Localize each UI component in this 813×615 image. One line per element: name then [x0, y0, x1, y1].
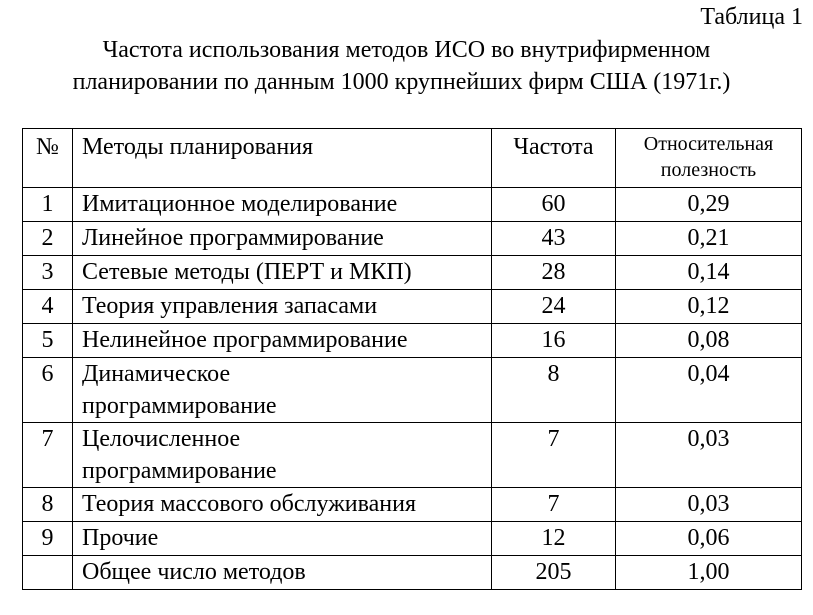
- row-method: Теория управления запасами: [73, 290, 492, 324]
- row-method: [73, 358, 492, 423]
- row-number: 1: [23, 188, 73, 222]
- row-frequency: 24: [492, 290, 616, 324]
- row-number: 5: [23, 324, 73, 358]
- row-number: 8: [23, 488, 73, 522]
- row-method-line-1: Целочисленное: [82, 426, 241, 452]
- table-row: [23, 522, 802, 556]
- table-total-row: [23, 556, 802, 590]
- table-row: [23, 358, 802, 423]
- total-utility: 1,00: [616, 556, 802, 590]
- header-relative-utility: [616, 129, 802, 188]
- row-utility: 0,14: [616, 256, 802, 290]
- row-frequency: 7: [492, 488, 616, 522]
- row-frequency: 60: [492, 188, 616, 222]
- row-method: Сетевые методы (ПЕРТ и МКП): [73, 256, 492, 290]
- header-frequency: Частота: [492, 129, 616, 188]
- row-frequency: 43: [492, 222, 616, 256]
- table-row: [23, 290, 802, 324]
- total-method-label: Общее число методов: [73, 556, 492, 590]
- row-frequency: 8: [492, 358, 616, 423]
- row-number: 3: [23, 256, 73, 290]
- row-method: Имитационное моделирование: [73, 188, 492, 222]
- row-method-line-1: Динамическое: [82, 361, 231, 387]
- row-method: [73, 423, 492, 488]
- row-frequency: 28: [492, 256, 616, 290]
- table-row: [23, 256, 802, 290]
- table-number-label: Таблица 1: [700, 4, 803, 30]
- row-method: Нелинейное программирование: [73, 324, 492, 358]
- row-utility: 0,29: [616, 188, 802, 222]
- row-method: Прочие: [73, 522, 492, 556]
- row-frequency: 12: [492, 522, 616, 556]
- row-frequency: 7: [492, 423, 616, 488]
- row-number: 2: [23, 222, 73, 256]
- row-method: Линейное программирование: [73, 222, 492, 256]
- row-frequency: 16: [492, 324, 616, 358]
- caption-line-1: Частота использования методов ИСО во внутрифирменном: [102, 37, 711, 63]
- caption-line-2: планировании по данным 1000 крупнейших фирм США (1971г.): [72, 69, 731, 95]
- row-utility: 0,08: [616, 324, 802, 358]
- row-utility: 0,03: [616, 423, 802, 488]
- table-row: [23, 222, 802, 256]
- row-number: 6: [23, 358, 73, 423]
- header-number: №: [23, 129, 73, 188]
- table-caption: [0, 34, 813, 98]
- row-utility: 0,12: [616, 290, 802, 324]
- table-row: [23, 324, 802, 358]
- row-utility: 0,03: [616, 488, 802, 522]
- total-frequency: 205: [492, 556, 616, 590]
- header-utility-line-1: Относительная: [643, 133, 774, 155]
- row-number: 7: [23, 423, 73, 488]
- row-utility: 0,21: [616, 222, 802, 256]
- row-method-line-2: программирование: [82, 458, 277, 484]
- row-number: 9: [23, 522, 73, 556]
- table-row: [23, 488, 802, 522]
- row-method-line-2: программирование: [82, 393, 277, 419]
- row-method: Теория массового обслуживания: [73, 488, 492, 522]
- table-row: [23, 423, 802, 488]
- row-utility: 0,06: [616, 522, 802, 556]
- planning-methods-table: [22, 128, 802, 590]
- total-number: [23, 556, 73, 590]
- table-row: [23, 188, 802, 222]
- header-method: Методы планирования: [73, 129, 492, 188]
- header-utility-line-2: полезность: [660, 159, 757, 181]
- row-number: 4: [23, 290, 73, 324]
- table-header-row: [23, 129, 802, 188]
- row-utility: 0,04: [616, 358, 802, 423]
